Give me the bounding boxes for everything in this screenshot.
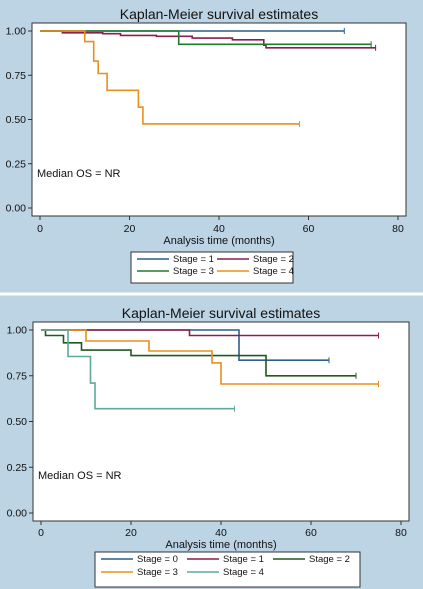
x-tick-label: 80 [395, 527, 407, 539]
y-tick-label: 0.75 [6, 370, 27, 383]
x-tick-label: 80 [392, 223, 404, 235]
chart-title: Kaplan-Meier survival estimates [121, 305, 321, 321]
x-tick-label: 0 [38, 527, 44, 539]
legend-label: Stage = 0 [137, 554, 178, 565]
legend-label: Stage = 2 [309, 554, 350, 565]
x-tick-label: 0 [37, 223, 43, 235]
legend-label: Stage = 4 [223, 567, 264, 578]
x-tick-label: 40 [213, 223, 225, 235]
x-tick-label: 20 [125, 527, 137, 539]
y-tick-label: 0.25 [6, 461, 27, 474]
x-tick-label: 40 [215, 527, 227, 539]
median-os-annotation: Median OS = NR [38, 470, 122, 482]
y-tick-label: 1.00 [6, 324, 27, 337]
legend-label: Stage = 4 [253, 266, 294, 277]
y-tick-label: 0.25 [5, 158, 26, 171]
y-tick-label: 0.50 [5, 114, 26, 126]
x-axis-label: Analysis time (months) [163, 235, 275, 247]
legend-label: Stage = 3 [137, 567, 178, 578]
median-os-annotation: Median OS = NR [37, 168, 121, 180]
y-tick-label: 0.00 [5, 202, 26, 215]
y-tick-label: 0.50 [6, 416, 27, 428]
y-tick-label: 0.00 [6, 507, 27, 520]
legend-label: Stage = 1 [173, 254, 214, 265]
legend-label: Stage = 1 [223, 554, 264, 565]
y-tick-label: 0.75 [5, 69, 26, 82]
y-tick-label: 1.00 [5, 25, 26, 38]
plot-area [33, 322, 409, 521]
x-tick-label: 60 [305, 527, 317, 539]
x-tick-label: 20 [123, 223, 136, 235]
plot-area [32, 23, 406, 216]
legend-label: Stage = 2 [253, 254, 294, 265]
x-axis-label: Analysis time (months) [165, 539, 277, 551]
legend-label: Stage = 3 [173, 266, 214, 277]
x-tick-label: 60 [302, 223, 315, 235]
chart-title: Kaplan-Meier survival estimates [119, 6, 319, 22]
